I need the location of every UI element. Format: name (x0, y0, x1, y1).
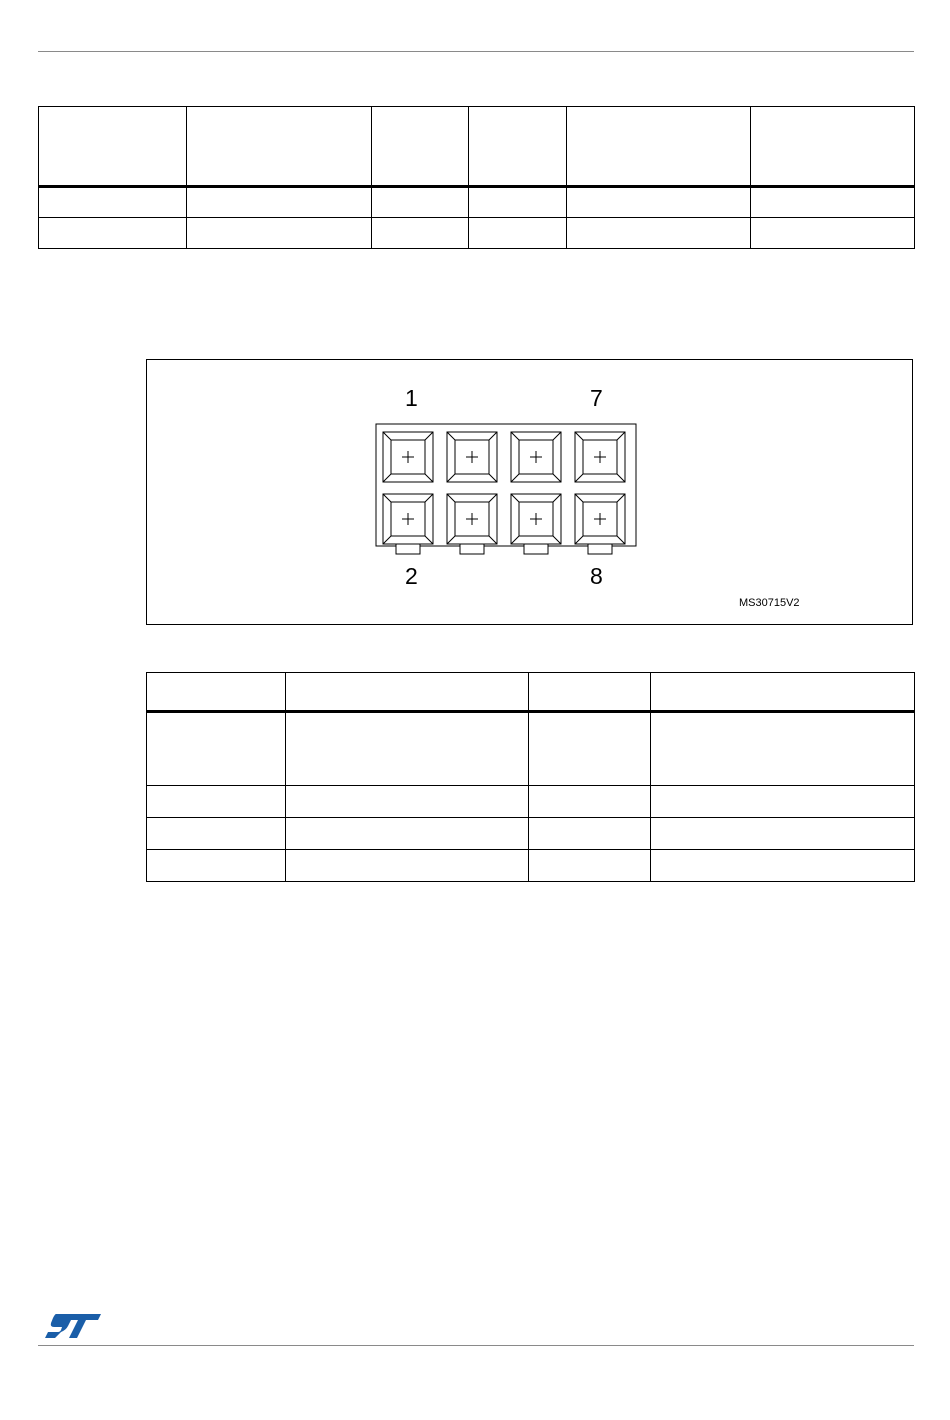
table-header-cell (567, 107, 751, 187)
pin-bevel (511, 536, 519, 544)
pin-bevel (489, 536, 497, 544)
pin-bevel (553, 494, 561, 502)
pin-bevel (383, 432, 391, 440)
table-header-cell (39, 107, 187, 187)
table-header-cell (529, 673, 651, 712)
footer-rule (38, 1345, 914, 1346)
pin-label-1: 1 (405, 385, 418, 411)
pin-bevel (553, 432, 561, 440)
table-row (39, 218, 915, 249)
connector-housing (376, 424, 636, 546)
pin-bevel (447, 432, 455, 440)
pin-bevel (511, 432, 519, 440)
pin-bevel (553, 474, 561, 482)
table-cell (147, 850, 286, 882)
table-header-cell (751, 107, 915, 187)
pin-bevel (383, 536, 391, 544)
table-cell (39, 218, 187, 249)
table-row (39, 187, 915, 218)
pin-label-8: 8 (590, 563, 603, 589)
table-header-cell (147, 673, 286, 712)
pin-bevel (447, 494, 455, 502)
pin-latch (460, 544, 484, 554)
pin-bevel (575, 536, 583, 544)
table-cell (529, 786, 651, 818)
table-cell (187, 218, 372, 249)
table-cell (567, 187, 751, 218)
pin-latch (396, 544, 420, 554)
pin-bevel (511, 474, 519, 482)
table-cell (529, 850, 651, 882)
connector-figure (146, 359, 913, 625)
pin-bevel (617, 494, 625, 502)
table-cell (529, 818, 651, 850)
table-cell (567, 218, 751, 249)
table-cell (286, 712, 529, 786)
table-row (147, 712, 915, 786)
table-cell (147, 818, 286, 850)
table-cell (651, 712, 915, 786)
table-cell (469, 187, 567, 218)
table-header-cell (651, 673, 915, 712)
table-header-cell (372, 107, 469, 187)
table-cell (286, 850, 529, 882)
table-cell (651, 818, 915, 850)
table-header-cell (286, 673, 529, 712)
table-cell (286, 818, 529, 850)
table-cell (372, 187, 469, 218)
pin-latch (588, 544, 612, 554)
table-header-row (39, 107, 915, 187)
pin-bevel (489, 432, 497, 440)
pin-bevel (425, 536, 433, 544)
table-cell (651, 786, 915, 818)
table-cell (529, 712, 651, 786)
figure-code: MS30715V2 (739, 597, 800, 609)
pin-bevel (383, 474, 391, 482)
pin-bevel (383, 494, 391, 502)
table-cell (751, 187, 915, 218)
pin-bevel (575, 494, 583, 502)
table-header-row (147, 673, 915, 712)
pin-bevel (425, 494, 433, 502)
pin-bevel (575, 432, 583, 440)
table-bottom (146, 672, 915, 882)
pin-bevel (489, 474, 497, 482)
header-rule (38, 51, 914, 52)
pin-bevel (425, 474, 433, 482)
table-cell (372, 218, 469, 249)
table-header-cell (187, 107, 372, 187)
table-row (147, 850, 915, 882)
table-cell (39, 187, 187, 218)
connector-drawing (147, 360, 914, 626)
st-logo-icon (44, 1313, 102, 1339)
table-cell (147, 786, 286, 818)
table-cell (187, 187, 372, 218)
table-header-cell (469, 107, 567, 187)
table-top (38, 106, 915, 249)
table-cell (651, 850, 915, 882)
table-row (147, 786, 915, 818)
pin-bevel (511, 494, 519, 502)
pin-latch (524, 544, 548, 554)
pin-bevel (617, 474, 625, 482)
pin-bevel (447, 536, 455, 544)
pin-bevel (553, 536, 561, 544)
pin-bevel (447, 474, 455, 482)
pin-bevel (575, 474, 583, 482)
pin-bevel (489, 494, 497, 502)
pin-bevel (617, 432, 625, 440)
table-cell (147, 712, 286, 786)
table-cell (469, 218, 567, 249)
pin-bevel (617, 536, 625, 544)
table-cell (751, 218, 915, 249)
table-cell (286, 786, 529, 818)
table-row (147, 818, 915, 850)
pin-bevel (425, 432, 433, 440)
pin-label-2: 2 (405, 563, 418, 589)
pin-label-7: 7 (590, 385, 603, 411)
